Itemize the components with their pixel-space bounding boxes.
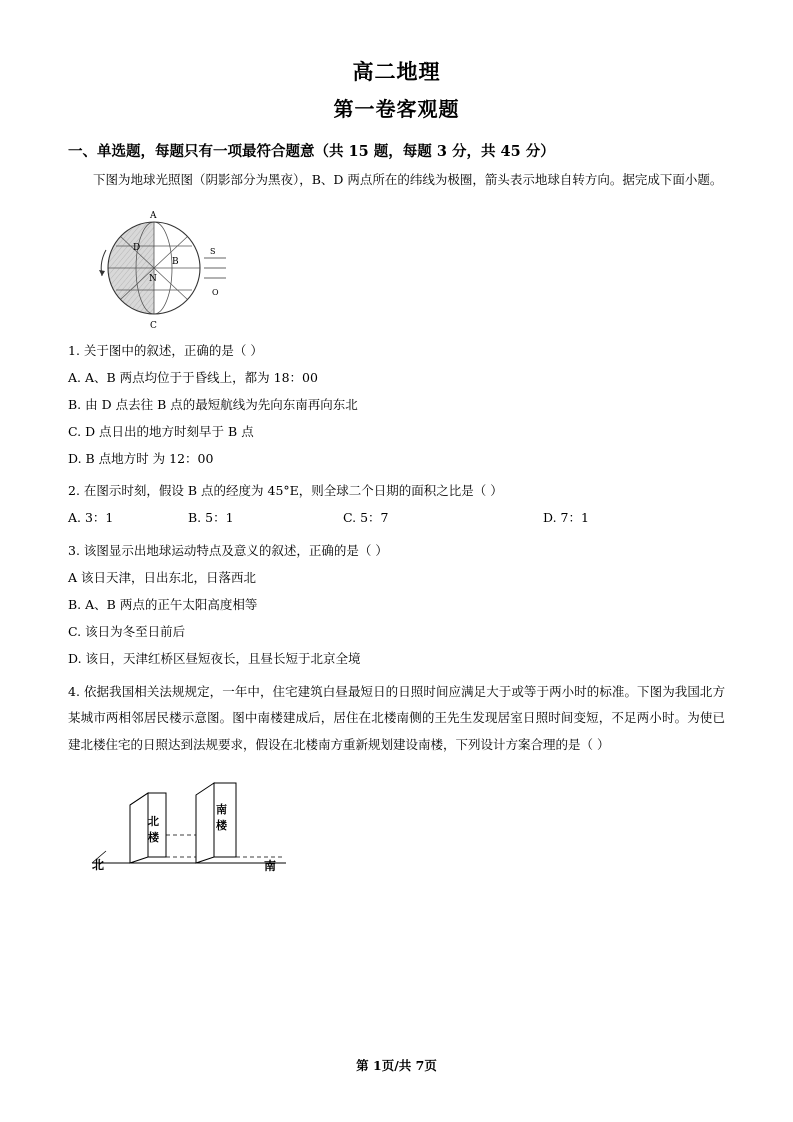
question-2-options: [68, 505, 725, 532]
question-2-option-c[interactable]: C. 5：7: [343, 510, 389, 526]
figure1-label-N: N: [149, 274, 157, 285]
question-3-stem: 该图显示出地球运动特点及意义的叙述，正确的是（ ）: [83, 543, 388, 559]
question-3-option-d[interactable]: D. 该日，天津红桥区昼短夜长，且昼长短于北京全境: [68, 650, 361, 666]
page-title: 高二地理: [352, 59, 441, 84]
figure1-label-A: A: [150, 211, 157, 222]
question-2-option-a[interactable]: A. 3：1: [68, 510, 114, 526]
figure2-label-south: 南: [264, 859, 277, 874]
question-2-option-b[interactable]: B. 5：1: [188, 510, 234, 526]
question-2: [68, 478, 725, 505]
question-2-number: 2.: [68, 483, 80, 499]
page-footer: 第 1页/共 7页: [356, 1058, 437, 1073]
question-3-option-a[interactable]: A 该日天津，日出东北，日落西北: [68, 570, 257, 586]
figure1-label-S: S: [210, 247, 216, 257]
question-4: [68, 679, 725, 760]
question-4-number: 4.: [68, 683, 80, 699]
question-3-option-c[interactable]: C. 该日为冬至日前后: [68, 623, 186, 639]
question-1-option-d[interactable]: D. B 点地方时 为 12：00: [68, 450, 214, 466]
question-1: [68, 338, 725, 365]
earth-illumination-figure: [86, 202, 236, 332]
question-3-option-b[interactable]: B. A、B 两点的正午太阳高度相等: [68, 596, 258, 612]
buildings-figure: [86, 769, 326, 874]
question-3: [68, 538, 725, 565]
svg-text:楼: 楼: [216, 819, 227, 833]
question-2-stem: 在图示时刻，假设 B 点的经度为 45°E，则全球二个日期的面积之比是（ ）: [83, 483, 503, 499]
question-1-option-a[interactable]: A. A、B 两点均位于于昏线上，都为 18：00: [68, 369, 318, 385]
intro-paragraph: 下图为地球光照图（阴影部分为黑夜），B、D 两点所在的纬线为极圈，箭头表示地球自转方向。据完成下面小题。: [93, 172, 723, 188]
question-1-option-b[interactable]: B. 由 D 点去往 B 点的最短航线为先向东南再向东北: [68, 396, 358, 412]
section-heading: 一、单选题，每题只有一项最符合题意（共 15 题，每题 3 分，共 45 分）: [68, 142, 555, 160]
question-1-option-c[interactable]: C. D 点日出的地方时刻早于 B 点: [68, 423, 254, 439]
figure1-label-B: B: [172, 257, 179, 268]
figure2-label-north: 北: [92, 858, 105, 873]
figure1-label-O: O: [212, 288, 219, 298]
question-1-number: 1.: [68, 343, 80, 359]
question-1-stem: 关于图中的叙述，正确的是（ ）: [83, 343, 263, 359]
page-subtitle: 第一卷客观题: [333, 96, 460, 121]
figure1-label-C: C: [150, 321, 157, 332]
figure2-label-south-building: 南: [216, 803, 227, 817]
figure1-label-D: D: [133, 243, 141, 254]
question-2-option-d[interactable]: D. 7：1: [543, 510, 589, 526]
svg-text:楼: 楼: [148, 831, 159, 845]
figure2-label-north-building: 北: [148, 815, 159, 829]
question-3-number: 3.: [68, 543, 80, 559]
question-4-stem: 依据我国相关法规规定，一年中，住宅建筑白昼最短日的日照时间应满足大于或等于两小时的标准。下图为我国北方某城市两相邻居民楼示意图。图中南楼建成后，居住在北楼南侧的王先生发现居室日照时间变短，不足两小时。为使已建北楼住宅的日照达到法规要求，假设在北楼南方重新规划建设南楼，下列设计方案合理的是（ ）: [68, 683, 725, 753]
